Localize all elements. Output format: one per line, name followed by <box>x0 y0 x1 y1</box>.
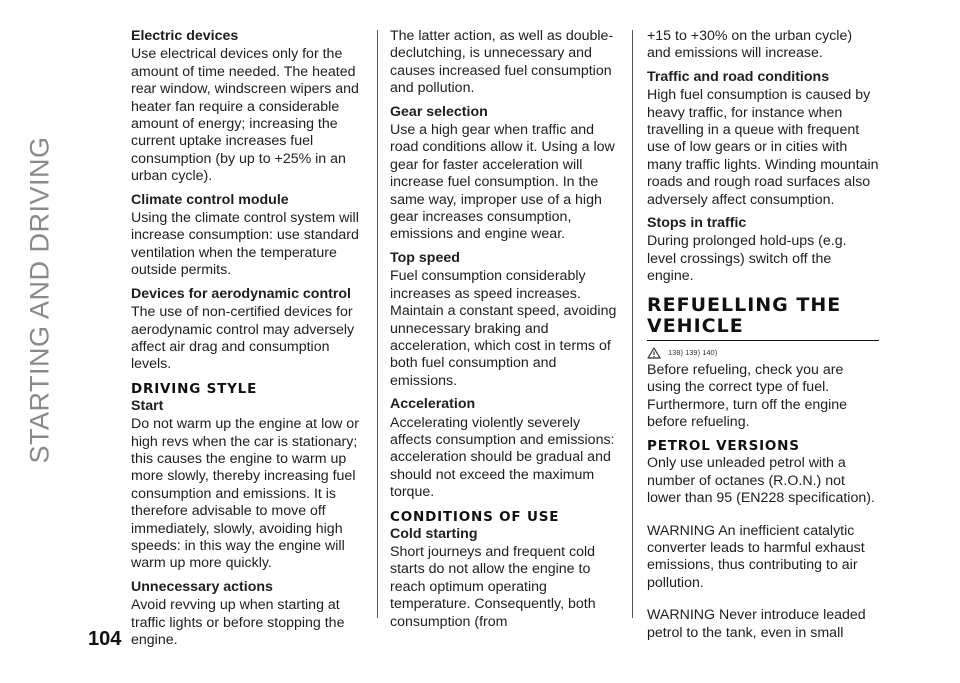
paragraph-petrol-versions: Only use unleaded petrol with a number of octanes (R.O.N.) not lower than 95 (EN228 specification). <box>647 455 875 507</box>
heading-gear-selection: Gear selection <box>390 103 488 120</box>
paragraph-acceleration: Accelerating violently severely affects consumption and emissions: acceleration should be gradual and should not exceed the maximum torque. <box>390 414 615 501</box>
warning-references <box>647 347 879 359</box>
warning-catalytic-converter: WARNING An inefficient catalytic converter leads to harmful exhaust emissions, thus contributing to air pollution. <box>647 522 865 591</box>
paragraph-continued: The latter action, as well as double-declutching, is unnecessary and causes increased fuel consumption and pollution. <box>390 28 614 97</box>
page-number: 104 <box>88 628 122 650</box>
heading-climate-control: Climate control module <box>131 191 289 208</box>
section-petrol-versions: PETROL VERSIONS <box>647 438 800 455</box>
paragraph-electric-devices: Use electrical devices only for the amount of time needed. The heated rear window, windscreen wipers and heater fan require a considerable amount of energy; increasing the current uptake increases fuel consumption (by up to +25% in an urban cycle). <box>131 46 359 185</box>
section-conditions-of-use: CONDITIONS OF USE <box>390 508 560 525</box>
text-column-2 <box>390 28 622 631</box>
warning-leaded-petrol: WARNING Never introduce leaded petrol to the tank, even in small <box>647 607 866 641</box>
heading-aerodynamic-control: Devices for aerodynamic control <box>131 285 351 302</box>
paragraph-aerodynamic-control: The use of non-certified devices for aerodynamic control may adversely affect air drag and consumption levels. <box>131 304 355 373</box>
heading-acceleration: Acceleration <box>390 396 476 413</box>
paragraph-stops-in-traffic: During prolonged hold-ups (e.g. level crossings) switch off the engine. <box>647 233 847 285</box>
column-divider <box>632 30 633 618</box>
paragraph-gear-selection: Use a high gear when traffic and road conditions allow it. Using a low gear for faster acceleration will increase fuel consumption. In the same way, improper use of a high gear increases consumption, emissions and engine wear. <box>390 122 615 243</box>
heading-unnecessary-actions: Unnecessary actions <box>131 578 273 595</box>
heading-top-speed: Top speed <box>390 249 460 266</box>
paragraph-climate-control: Using the climate control system will increase consumption: use standard ventilation when the temperature outside permits. <box>131 210 359 279</box>
warning-triangle-icon <box>647 347 661 359</box>
chapter-side-title-text: STARTING AND DRIVING <box>24 136 55 464</box>
text-column-3 <box>647 28 879 642</box>
heading-cold-starting: Cold starting <box>390 525 478 542</box>
paragraph-refuelling: Before refueling, check you are using the correct type of fuel. Furthermore, turn off the engine before refueling. <box>647 361 848 430</box>
heading-stops-in-traffic: Stops in traffic <box>647 215 747 232</box>
section-refuelling-the-vehicle: REFUELLING THE VEHICLE <box>647 295 879 341</box>
paragraph-traffic-road-conditions: High fuel consumption is caused by heavy traffic, for instance when travelling in a queue with frequent use of low gears or in cities with many traffic lights. Winding mountain roads and rough road surfaces also adversely affect consumption. <box>647 87 879 208</box>
section-driving-style: DRIVING STYLE <box>131 380 258 397</box>
paragraph-start: Do not warm up the engine at low or high revs when the car is stationary; this causes the engine to warm up more slowly, thereby increasing fuel consumption and emissions. It is therefore advisable to move off immediately, slowly, avoiding high speeds: in this way the engine will warm up more quickly. <box>131 416 359 572</box>
paragraph-unnecessary-actions: Avoid revving up when starting at traffic lights or before stopping the engine. <box>131 597 345 648</box>
heading-traffic-road-conditions: Traffic and road conditions <box>647 68 830 85</box>
column-divider <box>377 30 378 618</box>
paragraph-cold-starting: Short journeys and frequent cold starts do not allow the engine to reach optimum operating temperature. Consequently, both consumption (from <box>390 543 596 630</box>
paragraph-continued: +15 to +30% on the urban cycle) and emissions will increase. <box>647 28 853 62</box>
warning-reference-numbers: 138) 139) 140) <box>668 347 718 357</box>
heading-start: Start <box>131 397 164 414</box>
paragraph-top-speed: Fuel consumption considerably increases as speed increases. Maintain a constant speed, avoiding unnecessary braking and acceleration, which cost in terms of both fuel consumption and emissions. <box>390 268 617 389</box>
text-column-1 <box>131 28 363 649</box>
heading-electric-devices: Electric devices <box>131 28 239 44</box>
